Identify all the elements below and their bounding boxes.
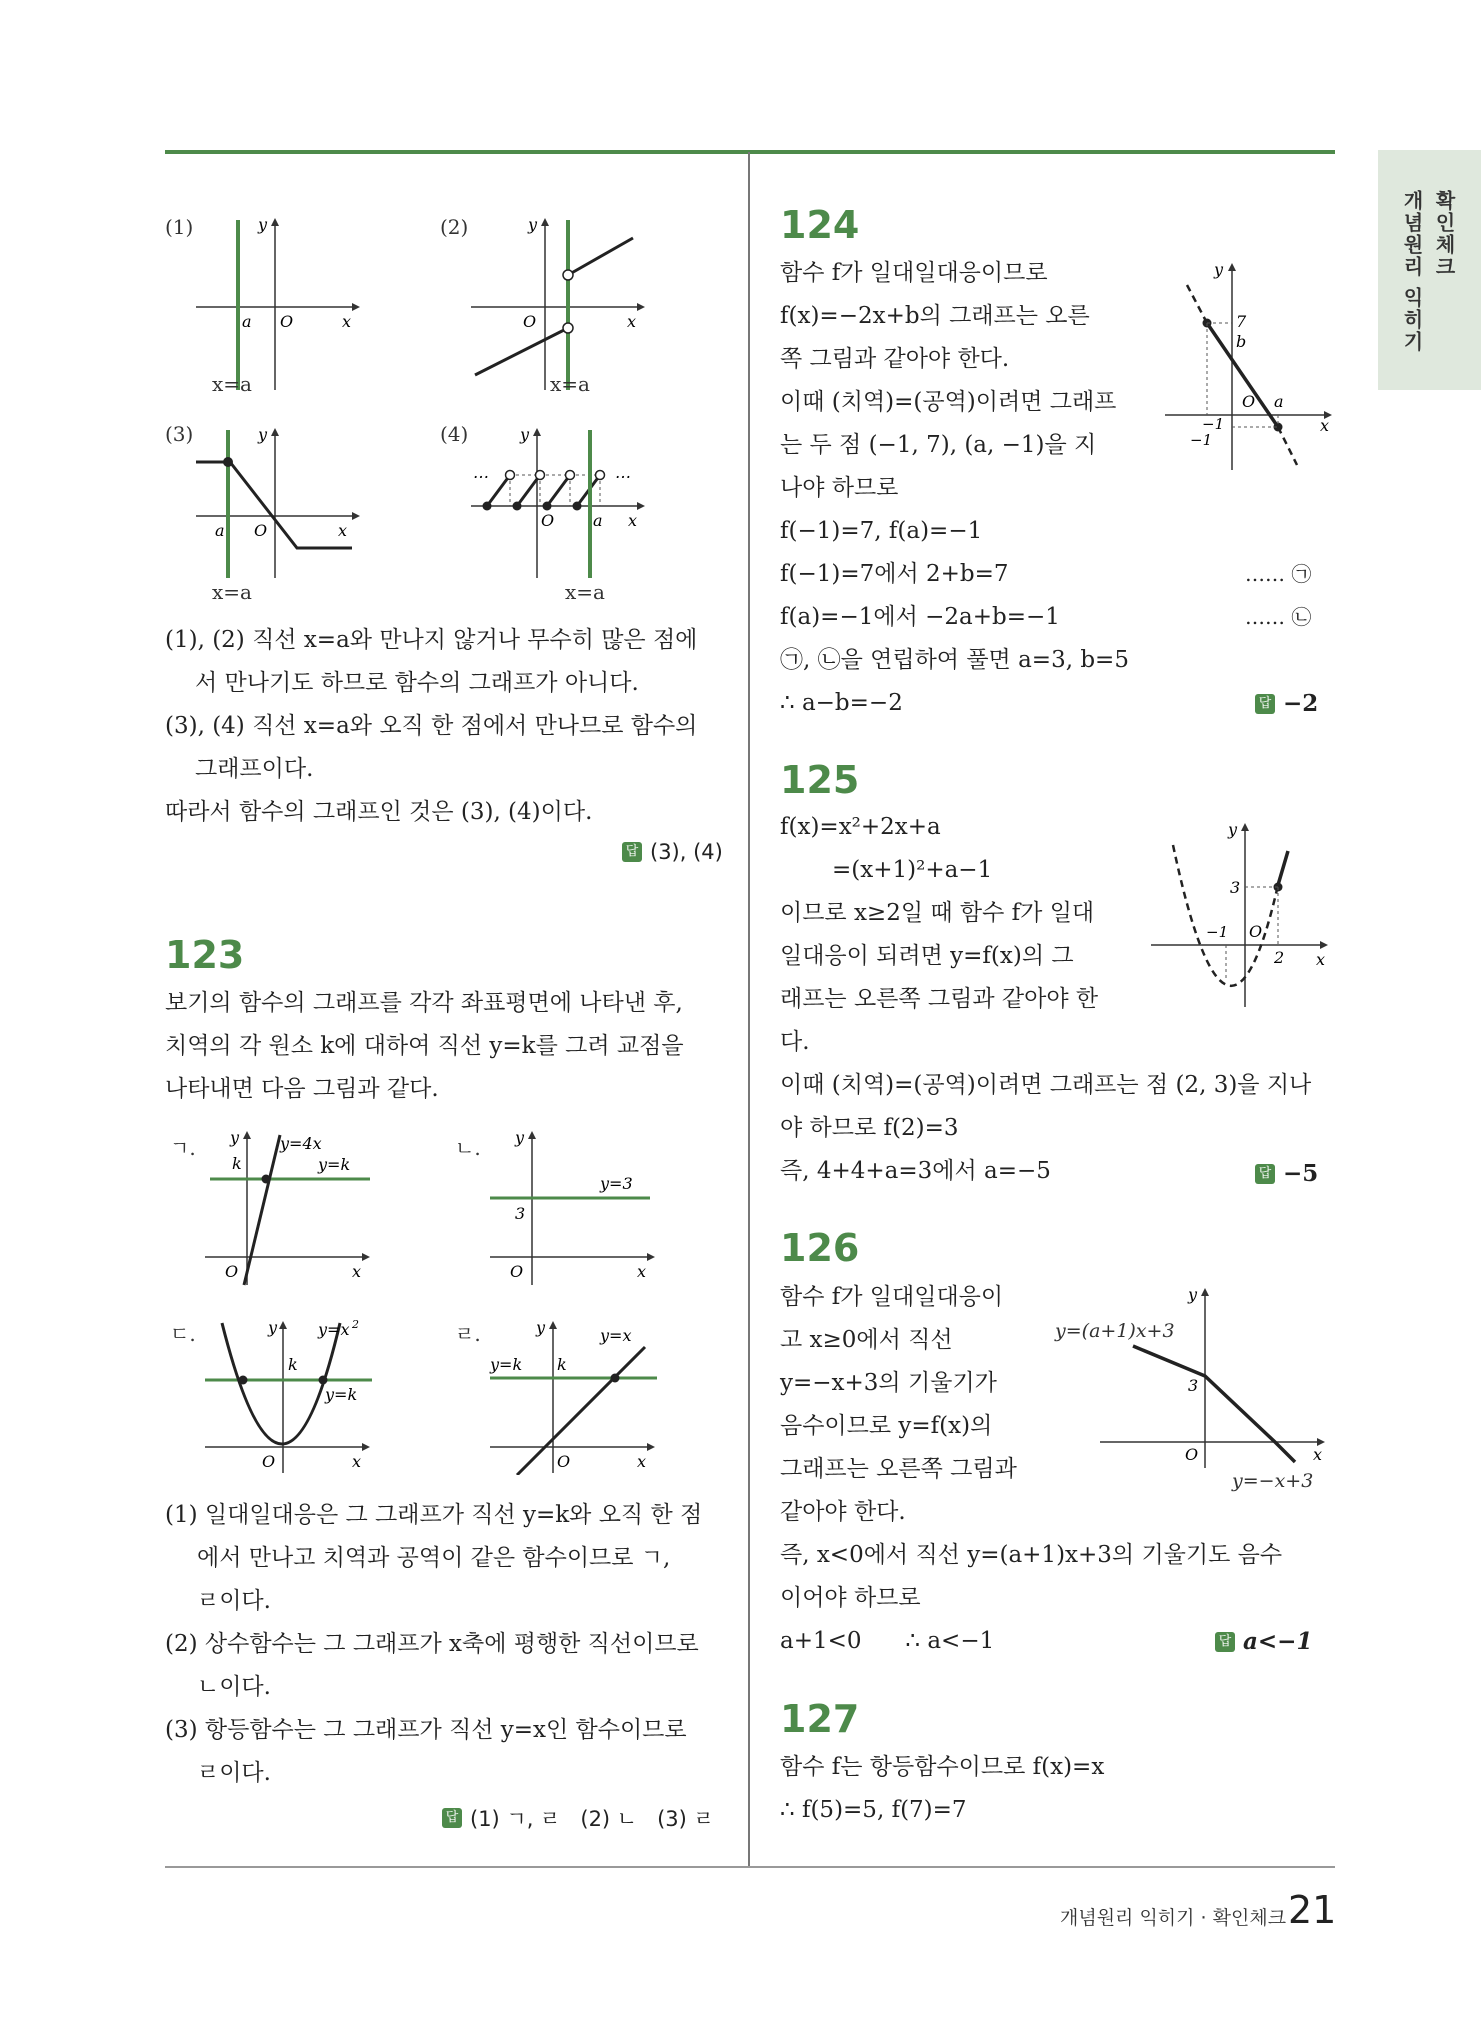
svg-text:x: x — [352, 1262, 362, 1281]
problem-number-126: 126 — [780, 1226, 860, 1270]
text-line: 함수 f가 일대일대응이 — [780, 1284, 1004, 1310]
svg-text:y: y — [520, 425, 530, 444]
svg-text:O: O — [523, 312, 537, 331]
text-line: 다. — [780, 1029, 810, 1055]
solution-122 — [165, 625, 697, 827]
svg-text:y=x: y=x — [600, 1326, 632, 1345]
svg-text:a: a — [242, 312, 252, 331]
svg-text:y=3: y=3 — [600, 1174, 633, 1193]
svg-text:b: b — [1236, 332, 1247, 351]
answer-value: a<−1 — [1243, 1628, 1313, 1655]
text-line: 그래프이다. — [195, 756, 314, 782]
text-line: ∴ a−b=−2 — [780, 690, 903, 716]
svg-text:…: … — [473, 463, 489, 482]
text-line: 즉, x<0에서 직선 y=(a+1)x+3의 기울기도 음수 — [780, 1542, 1283, 1568]
svg-text:x: x — [1316, 950, 1326, 969]
graph-126 — [1095, 1280, 1335, 1470]
answer-value: (1) ㄱ, ㄹ (2) ㄴ (3) ㄹ — [470, 1807, 714, 1831]
fig-caption-1: x=a — [212, 372, 252, 396]
solution-127 — [780, 1752, 1104, 1825]
svg-text:x: x — [352, 1452, 362, 1471]
svg-text:−1: −1 — [1202, 415, 1225, 433]
answer-mark: 답 — [622, 842, 642, 862]
svg-text:3: 3 — [1188, 1376, 1199, 1395]
column-divider — [748, 152, 750, 1868]
problem-number-124: 124 — [780, 203, 860, 247]
text-line: ㉠, ㉡을 연립하여 풀면 a=3, b=5 — [780, 647, 1129, 673]
problem-number-125: 125 — [780, 758, 860, 802]
answer-mark: 답 — [442, 1808, 462, 1828]
svg-text:O: O — [262, 1452, 276, 1471]
problem-number-123: 123 — [165, 933, 245, 977]
fig-caption-4: x=a — [565, 580, 605, 604]
text-line: 서 만나기도 하므로 함수의 그래프가 아니다. — [195, 670, 639, 696]
side-tab-sub: 개념원리 익히기 — [1400, 190, 1424, 353]
svg-text:x: x — [637, 1452, 647, 1471]
graph-123-a — [200, 1125, 380, 1290]
svg-text:2: 2 — [352, 1318, 359, 1331]
svg-text:y: y — [536, 1318, 546, 1337]
text-line: 일대응이 되려면 y=f(x)의 그 — [780, 943, 1074, 969]
text-line: 이때 (치역)=(공역)이려면 그래프 — [780, 389, 1117, 415]
svg-text:y: y — [258, 215, 268, 234]
text-line: f(a)=−1에서 −2a+b=−1 — [780, 604, 1060, 630]
answer-value: (3), (4) — [650, 840, 723, 864]
svg-text:O: O — [557, 1452, 571, 1471]
svg-text:y: y — [230, 1128, 240, 1147]
answer-mark: 답 — [1215, 1632, 1235, 1652]
answer-mark: 답 — [1255, 1164, 1275, 1184]
answer-124 — [1255, 690, 1318, 717]
text-line: 래프는 오른쪽 그림과 같아야 한 — [780, 986, 1099, 1012]
problem-number-127: 127 — [780, 1697, 860, 1741]
svg-text:y=x: y=x — [318, 1320, 350, 1339]
page-number: 21 — [1288, 1888, 1337, 1932]
svg-text:7: 7 — [1236, 312, 1247, 331]
svg-text:a: a — [1274, 392, 1284, 411]
svg-text:x: x — [627, 312, 637, 331]
svg-text:x: x — [628, 511, 638, 530]
graph-122-3 — [190, 420, 370, 585]
side-tab — [1378, 150, 1481, 390]
top-rule — [165, 150, 1335, 154]
graph-123-c — [200, 1315, 380, 1475]
graph-122-4 — [465, 420, 655, 585]
text-line: ㄹ이다. — [197, 1760, 271, 1786]
text-line: ㄹ이다. — [197, 1588, 271, 1614]
svg-text:a: a — [215, 521, 225, 540]
graph-123-d — [485, 1315, 665, 1475]
svg-text:k: k — [232, 1154, 242, 1173]
svg-text:k: k — [288, 1355, 298, 1374]
answer-mark: 답 — [1255, 694, 1275, 714]
svg-text:O: O — [541, 511, 555, 530]
text-line: 같아야 한다. — [780, 1499, 906, 1525]
svg-text:x: x — [338, 521, 348, 540]
intro-123 — [165, 988, 684, 1104]
text-line: f(−1)=7에서 2+b=7 — [780, 561, 1009, 587]
equation-mark-1: …… ㉠ — [1245, 562, 1312, 586]
svg-text:y: y — [1188, 1285, 1198, 1304]
answer-122 — [622, 840, 723, 864]
graph-label-d: ㄹ. — [455, 1322, 481, 1346]
text-line: =(x+1)²+a−1 — [832, 857, 993, 883]
svg-text:…: … — [615, 463, 631, 482]
svg-text:O: O — [1242, 392, 1256, 411]
svg-text:y: y — [258, 425, 268, 444]
bottom-rule — [165, 1866, 1335, 1868]
fig-label-3: (3) — [165, 422, 194, 446]
text-line: 따라서 함수의 그래프인 것은 (3), (4)이다. — [165, 799, 593, 825]
text-line: 보기의 함수의 그래프를 각각 좌표평면에 나타낸 후, — [165, 990, 683, 1016]
answer-126 — [1215, 1628, 1312, 1655]
equation-mark-2: …… ㉡ — [1245, 605, 1312, 629]
footer-text: 개념원리 익히기 · 확인체크 — [1060, 1907, 1287, 1929]
graph-126-right-label: y=−x+3 — [1232, 1470, 1314, 1492]
text-line: 즉, 4+4+a=3에서 a=−5 — [780, 1158, 1051, 1184]
text-line: (3) 항등함수는 그 그래프가 직선 y=x인 함수이므로 — [165, 1717, 687, 1743]
svg-text:x: x — [1320, 416, 1330, 435]
text-line: (1) 일대일대응은 그 그래프가 직선 y=k와 오직 한 점 — [165, 1502, 703, 1528]
solution-124 — [780, 258, 1129, 718]
text-line: (2) 상수함수는 그 그래프가 x축에 평행한 직선이므로 — [165, 1631, 699, 1657]
text-line: 이어야 하므로 — [780, 1585, 921, 1611]
svg-text:O: O — [225, 1262, 239, 1281]
text-line: a+1<0 ∴ a<−1 — [780, 1628, 995, 1654]
svg-text:y=k: y=k — [325, 1385, 358, 1404]
graph-123-b — [485, 1125, 665, 1290]
text-line: 고 x≥0에서 직선 — [780, 1327, 953, 1353]
svg-text:O: O — [1185, 1445, 1199, 1464]
svg-text:a: a — [593, 511, 603, 530]
svg-text:O: O — [1249, 922, 1263, 941]
graph-label-b: ㄴ. — [455, 1136, 481, 1160]
text-line: ㄴ이다. — [197, 1674, 271, 1700]
text-line: 에서 만나고 치역과 공역이 같은 함수이므로 ㄱ, — [197, 1545, 671, 1571]
solution-123 — [165, 1500, 702, 1788]
text-line: 이므로 x≥2일 때 함수 f가 일대 — [780, 900, 1095, 926]
svg-text:k: k — [557, 1355, 567, 1374]
svg-text:O: O — [280, 312, 294, 331]
svg-text:−1: −1 — [1206, 923, 1229, 941]
text-line: ∴ f(5)=5, f(7)=7 — [780, 1797, 967, 1823]
svg-text:y: y — [515, 1128, 525, 1147]
svg-text:O: O — [510, 1262, 524, 1281]
svg-text:2: 2 — [1274, 948, 1285, 967]
text-line: 야 하므로 f(2)=3 — [780, 1115, 959, 1141]
answer-value: −2 — [1283, 690, 1319, 717]
graph-124 — [1162, 255, 1337, 475]
text-line: f(x)=−2x+b의 그래프는 오른 — [780, 303, 1090, 329]
text-line: f(x)=x²+2x+a — [780, 814, 941, 840]
text-line: f(−1)=7, f(a)=−1 — [780, 518, 983, 544]
text-line: (3), (4) 직선 x=a와 오직 한 점에서 만나므로 함수의 — [165, 713, 698, 739]
fig-caption-3: x=a — [212, 580, 252, 604]
text-line: (1), (2) 직선 x=a와 만나지 않거나 무수히 많은 점에 — [165, 627, 698, 653]
text-line: 함수 f는 항등함수이므로 f(x)=x — [780, 1754, 1105, 1780]
svg-text:y=4x: y=4x — [280, 1134, 322, 1153]
text-line: 나타내면 다음 그림과 같다. — [165, 1076, 439, 1102]
text-line: 치역의 각 원소 k에 대하여 직선 y=k를 그려 교점을 — [165, 1033, 684, 1059]
graph-126-left-label: y=(a+1)x+3 — [1055, 1320, 1175, 1342]
svg-text:y: y — [1228, 820, 1238, 839]
svg-text:x: x — [1313, 1445, 1323, 1464]
svg-text:O: O — [254, 521, 268, 540]
fig-label-1: (1) — [165, 215, 194, 239]
answer-value: −5 — [1283, 1160, 1319, 1187]
svg-text:y: y — [1214, 260, 1224, 279]
text-line: 는 두 점 (−1, 7), (a, −1)을 지 — [780, 432, 1097, 458]
svg-text:y=k: y=k — [318, 1155, 351, 1174]
text-line: y=−x+3의 기울기가 — [780, 1370, 997, 1396]
text-line: 쪽 그림과 같아야 한다. — [780, 346, 1010, 372]
svg-text:y=k: y=k — [490, 1355, 523, 1374]
graph-label-a: ㄱ. — [170, 1136, 196, 1160]
svg-text:y: y — [268, 1318, 278, 1337]
text-line: 음수이므로 y=f(x)의 — [780, 1413, 993, 1439]
svg-text:3: 3 — [1230, 878, 1241, 897]
svg-text:3: 3 — [515, 1204, 526, 1223]
svg-text:y: y — [528, 215, 538, 234]
svg-text:−1: −1 — [1190, 431, 1213, 449]
fig-caption-2: x=a — [550, 372, 590, 396]
answer-125 — [1255, 1160, 1318, 1187]
svg-text:x: x — [637, 1262, 647, 1281]
fig-label-4: (4) — [440, 422, 469, 446]
side-tab-main: 확인체크 — [1432, 190, 1456, 278]
text-line: 함수 f가 일대일대응이므로 — [780, 260, 1048, 286]
text-line: 이때 (치역)=(공역)이려면 그래프는 점 (2, 3)을 지나 — [780, 1072, 1312, 1098]
answer-123 — [442, 1803, 714, 1833]
graph-125 — [1148, 815, 1338, 1010]
svg-text:x: x — [342, 312, 352, 331]
text-line: 나야 하므로 — [780, 475, 899, 501]
graph-label-c: ㄷ. — [170, 1322, 196, 1346]
fig-label-2: (2) — [440, 215, 469, 239]
text-line: 그래프는 오른쪽 그림과 — [780, 1456, 1017, 1482]
